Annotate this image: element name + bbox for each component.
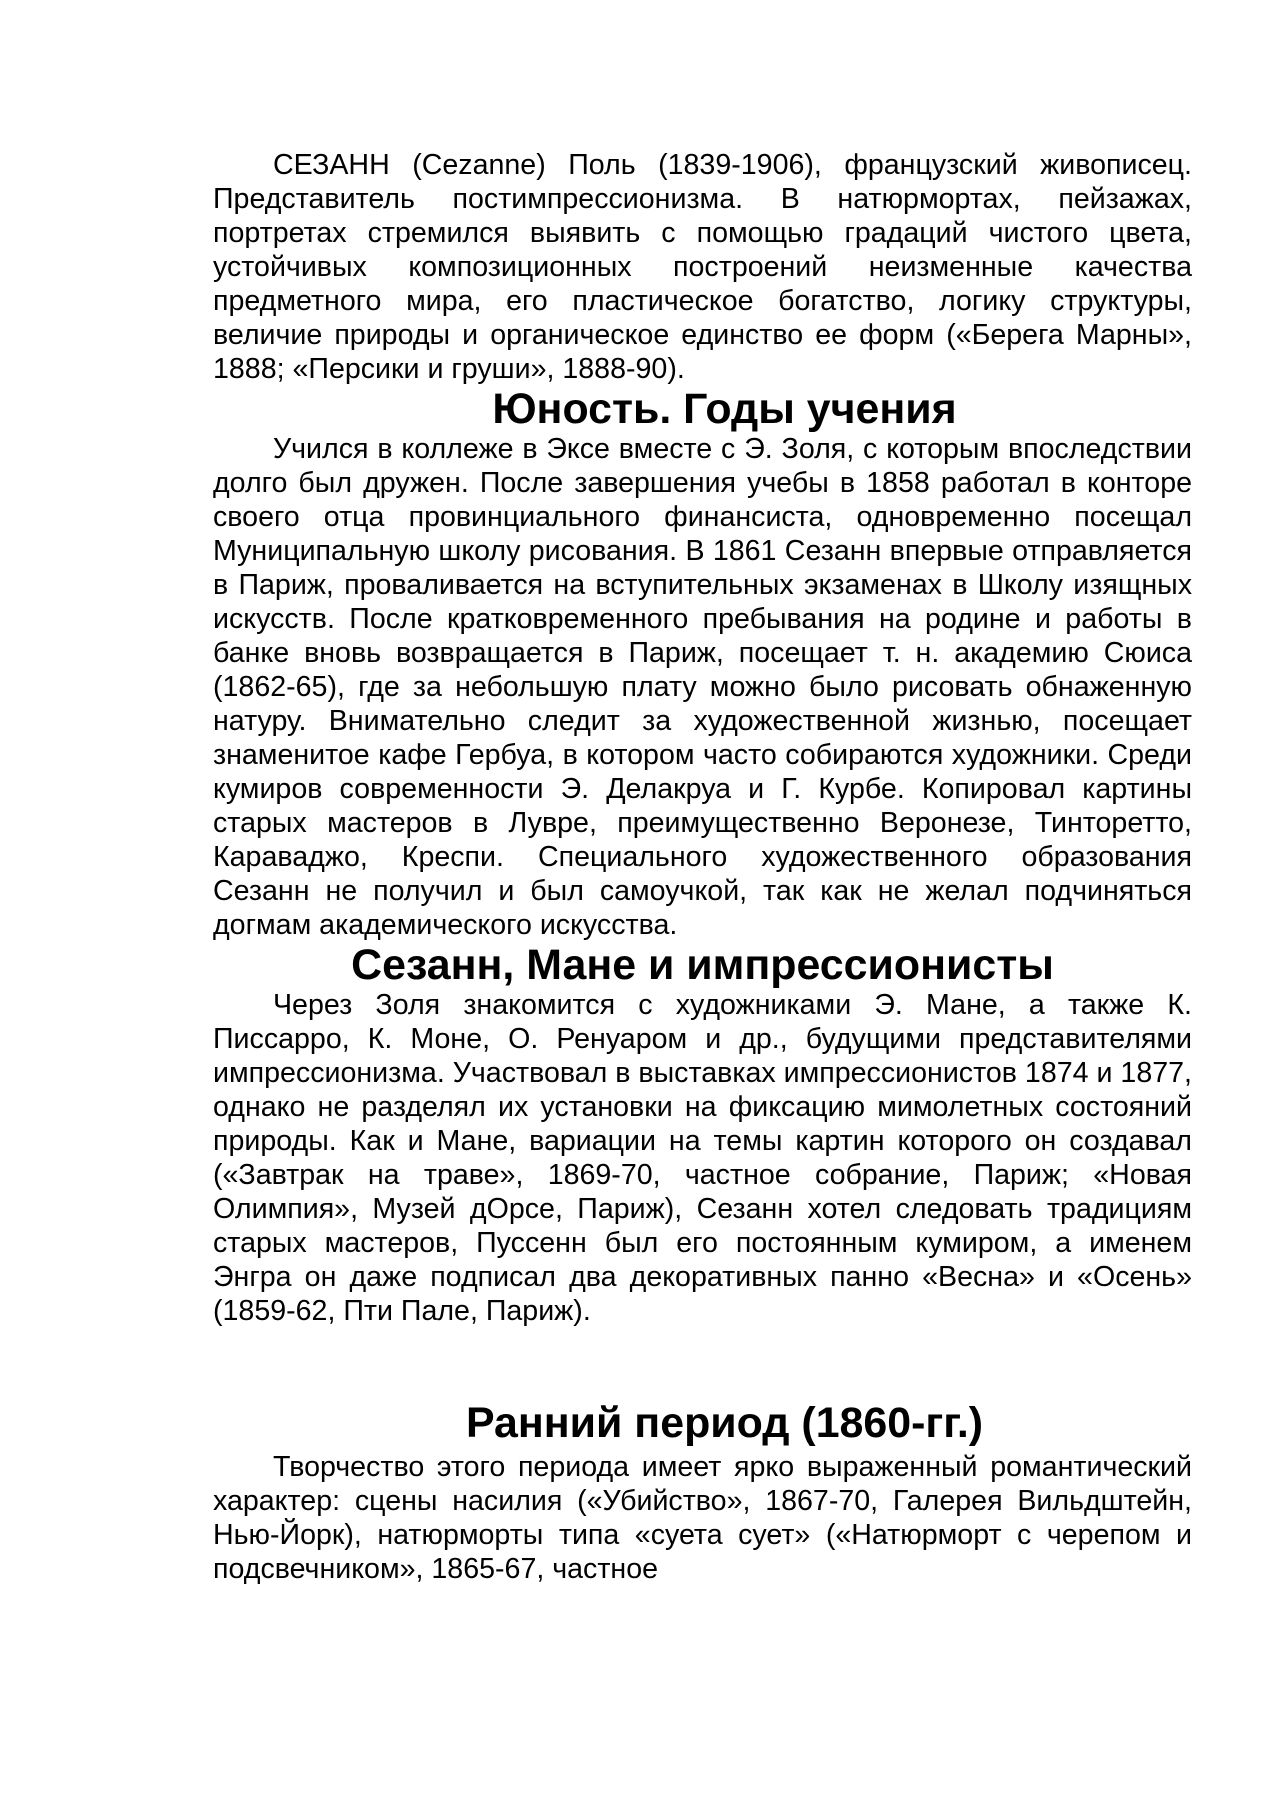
- section-heading-manet-impressionists: Сезанн, Мане и импрессионисты: [351, 941, 1054, 989]
- early-period-paragraph: Творчество этого периода имеет ярко выраженный романтический характер: сцены насилия («Убийство», 1867-70, Галерея Вильдштейн, Нью-Йорк), натюрморты типа «суета сует» («Натюрморт с черепом и подсвечником», 1865-67, частное: [213, 1451, 1192, 1585]
- document-page: [213, 148, 1192, 1586]
- youth-paragraph: Учился в коллеже в Эксе вместе с Э. Золя, с которым впоследствии долго был дружен. После завершения учебы в 1858 работал в конторе своего отца провинциального финансиста, одновременно посещал Муниципальную школу рисования. В 1861 Сезанн впервые отправляется в Париж, проваливается на вступительных экзаменах в Школу изящных искусств. После кратковременного пребывания на родине и работы в банке вновь возвращается в Париж, посещает т. н. академию Сюиса (1862-65), где за небольшую плату можно было рисовать обнаженную натуру. Внимательно следит за художественной жизнью, посещает знаменитое кафе Гербуа, в котором часто собираются художники. Среди кумиров современности Э. Делакруа и Г. Курбе. Копировал картины старых мастеров в Лувре, преимущественно Веронезе, Тинторетто, Караваджо, Креспи. Специального художественного образования Сезанн не получил и был самоучкой, так как не желал подчиняться догмам академического искусства.: [213, 433, 1192, 941]
- section-heading-youth: Юность. Годы учения: [492, 385, 957, 433]
- manet-impressionists-paragraph: Через Золя знакомится с художниками Э. Мане, а также К. Писсарро, К. Моне, О. Ренуаром и др., будущими представителями импрессионизма. Участвовал в выставках импрессионистов 1874 и 1877, однако не разделял их установки на фиксацию мимолетных состояний природы. Как и Мане, вариации на темы картин которого он создавал («Завтрак на траве», 1869-70, частное собрание, Париж; «Новая Олимпия», Музей дОрсе, Париж), Сезанн хотел следовать традициям старых мастеров, Пуссенн был его постоянным кумиром, а именем Энгра он даже подписал два декоративных панно «Весна» и «Осень» (1859-62, Пти Пале, Париж).: [213, 989, 1192, 1327]
- section-heading-early-period: Ранний период (1860-гг.): [465, 1399, 984, 1447]
- intro-paragraph: СЕЗАНН (Cezanne) Поль (1839-1906), французский живописец. Представитель постимпрессионизма. В натюрмортах, пейзажах, портретах стремился выявить с помощью градаций чистого цвета, устойчивых композиционных построений неизменные качества предметного мира, его пластическое богатство, логику структуры, величие природы и органическое единство ее форм («Берега Марны», 1888; «Персики и груши», 1888-90).: [213, 149, 1192, 385]
